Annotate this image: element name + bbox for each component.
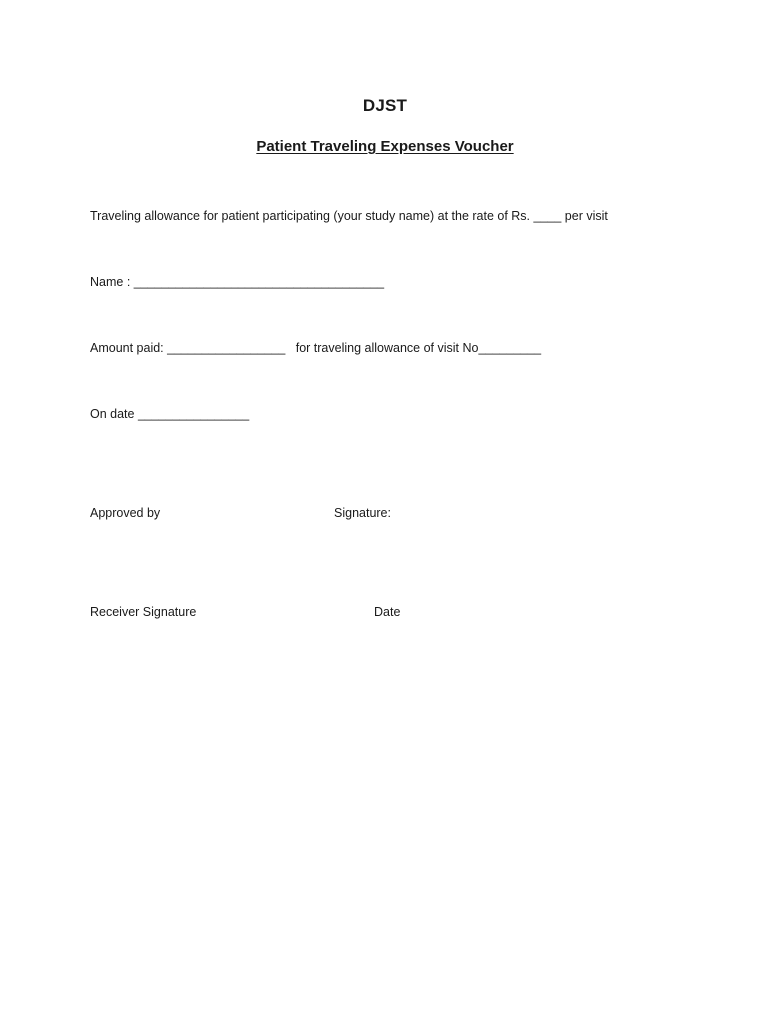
organization-title: DJST: [362, 96, 408, 115]
name-field-line: Name : ____________________________________: [90, 275, 385, 289]
allowance-statement: Traveling allowance for patient participating (your study name) at the rate of Rs. ____ per visit: [90, 209, 608, 223]
date-label: Date: [374, 605, 401, 619]
amount-paid-line: Amount paid: _________________ for traveling allowance of visit No_________: [90, 341, 542, 355]
on-date-line: On date ________________: [90, 407, 250, 421]
voucher-title: Patient Traveling Expenses Voucher: [256, 138, 514, 155]
receiver-signature-label: Receiver Signature: [90, 605, 197, 619]
signature-label: Signature:: [334, 506, 391, 520]
approved-by-label: Approved by: [90, 506, 161, 520]
